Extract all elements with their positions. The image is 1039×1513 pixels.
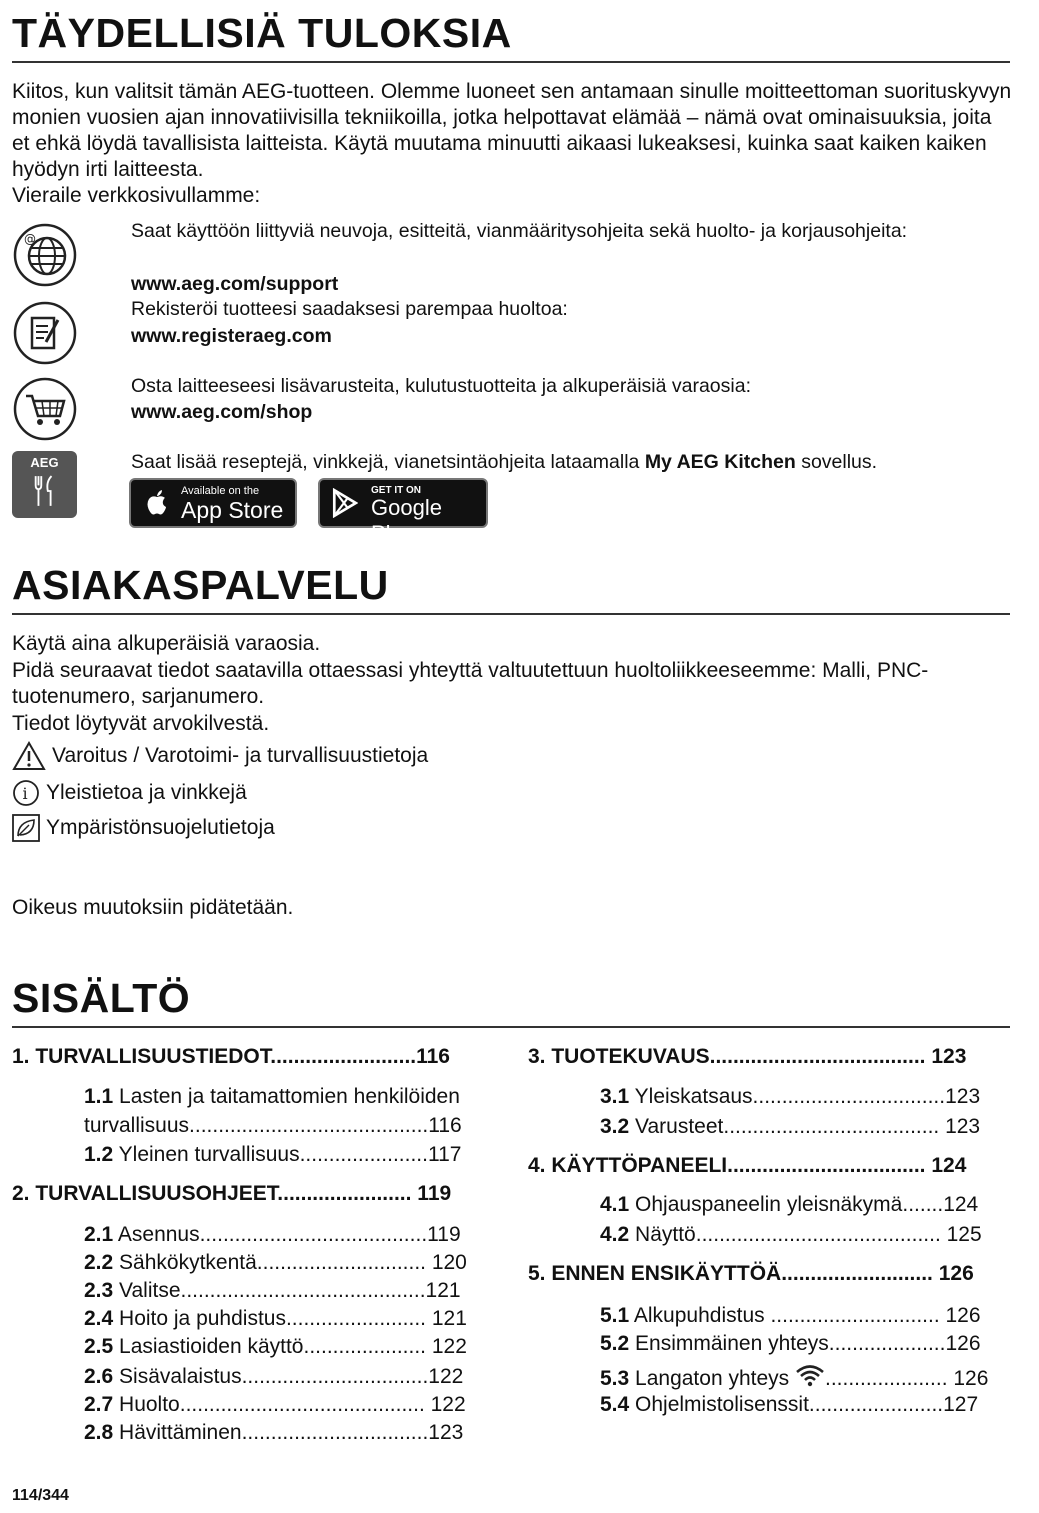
aeg-logo-text: AEG: [30, 455, 59, 470]
google-play-big-text: Google Play: [371, 495, 442, 546]
app-store-badge[interactable]: [129, 478, 297, 528]
app-name: My AEG Kitchen: [644, 451, 796, 473]
toc-item[interactable]: 4.2 Näyttö.......................................... 125: [600, 1223, 982, 1246]
app-store-small-text: Available on the: [181, 485, 260, 497]
toc-item[interactable]: turvallisuus.........................................116: [84, 1114, 462, 1137]
intro-paragraph: Kiitos, kun valitsit tämän AEG-tuotteen. Olemme luoneet sen antamaan sinulle moitteettoman suorituskyvyn monien vuosien ajan innovatiivisilla tekniikoilla, jotka helpottavat elämää – nämä ovat ominaisuuksia, joita et ehkä löydä tavallisista laitteista. Käytä muutama minuutti aikaasi lukeaksesi, kuinka saat kaiken kaiken hyödyn irti laitteesta.: [12, 80, 1012, 181]
toc-item[interactable]: 2.5 Lasiastioiden käyttö..................... 122: [84, 1335, 467, 1358]
warning-text: Varoitus / Varotoimi- ja turvallisuustietoja: [52, 744, 429, 767]
rights-reserved: Oikeus muutoksiin pidätetään.: [12, 896, 294, 919]
warning-note: [12, 741, 428, 771]
toc-item[interactable]: 5.1 Alkupuhdistus ............................. 126: [600, 1304, 981, 1327]
rating-plate-line: Tiedot löytyvät arvokilvestä.: [12, 712, 270, 735]
toc-heading-4[interactable]: 4. KÄYTTÖPANEELI.................................. 124: [528, 1154, 967, 1177]
app-text: Saat lisää reseptejä, vinkkejä, vianetsintäohjeita lataamalla My AEG Kitchen sovellus.: [131, 451, 878, 473]
visit-label: Vieraile verkkosivullamme:: [12, 184, 261, 207]
toc-item[interactable]: 2.8 Hävittäminen................................123: [84, 1421, 464, 1444]
google-play-small-text: GET IT ON: [371, 485, 421, 496]
info-text: Yleistietoa ja vinkkejä: [46, 781, 247, 804]
register-link[interactable]: www.registeraeg.com: [131, 325, 332, 347]
toc-item[interactable]: 4.1 Ohjauspaneelin yleisnäkymä.......124: [600, 1193, 979, 1216]
toc-item[interactable]: 1.2 Yleinen turvallisuus......................117: [84, 1143, 462, 1166]
shop-link[interactable]: www.aeg.com/shop: [131, 401, 313, 423]
toc-item[interactable]: 3.1 Yleiskatsaus.................................123: [600, 1085, 981, 1108]
aeg-app-icon: [12, 451, 77, 518]
section-title-contents: SISÄLTÖ: [12, 975, 191, 1021]
info-note: [12, 779, 247, 807]
toc-heading-5[interactable]: 5. ENNEN ENSIKÄYTTÖÄ.......................... 126: [528, 1262, 974, 1285]
shop-text: Osta laitteeseesi lisävarusteita, kulutustuotteita ja alkuperäisiä varaosia:: [131, 375, 751, 397]
svg-text:@: @: [24, 232, 36, 246]
divider: [12, 61, 1010, 63]
toc-item[interactable]: 5.4 Ohjelmistolisenssit.......................127: [600, 1393, 979, 1416]
support-text: Saat käyttöön liittyviä neuvoja, esitteitä, vianmääritysohjeita sekä huolto- ja korjausohjeita:: [131, 220, 908, 242]
info-icon: [12, 779, 40, 807]
shopping-cart-icon: [12, 376, 78, 442]
apple-icon: [145, 489, 169, 517]
contact-info-line: Pidä seuraavat tiedot saatavilla ottaessasi yhteyttä valtuutettuun huoltoliikkeeseemme: Malli, PNC-tuotenumero, sarjanumero.: [12, 659, 929, 708]
divider: [12, 613, 1010, 615]
section-title-customer-service: ASIAKASPALVELU: [12, 562, 389, 608]
toc-item[interactable]: 5.3 Langaton yhteys ..................... 126: [600, 1363, 988, 1393]
toc-item[interactable]: 2.6 Sisävalaistus................................122: [84, 1365, 464, 1388]
toc-item[interactable]: 2.1 Asennus.......................................119: [84, 1223, 461, 1246]
register-text: Rekisteröi tuotteesi saadaksesi parempaa huoltoa:: [131, 298, 568, 320]
svg-text:i: i: [22, 784, 28, 803]
toc-item[interactable]: 2.2 Sähkökytkentä............................. 120: [84, 1251, 467, 1274]
globe-icon: [12, 222, 78, 288]
environment-text: Ympäristönsuojelutietoja: [46, 816, 275, 839]
warning-icon: [12, 741, 46, 771]
divider: [12, 1026, 1010, 1028]
toc-item[interactable]: 3.2 Varusteet..................................... 123: [600, 1115, 981, 1138]
toc-item[interactable]: 2.4 Hoito ja puhdistus........................ 121: [84, 1307, 467, 1330]
page-title: TÄYDELLISIÄ TULOKSIA: [12, 10, 512, 56]
register-icon: [12, 300, 78, 366]
leaf-icon: [12, 814, 40, 842]
toc-heading-2[interactable]: 2. TURVALLISUUSOHJEET....................... 119: [12, 1182, 452, 1205]
cutlery-icon: [31, 473, 59, 509]
support-link[interactable]: www.aeg.com/support: [131, 273, 339, 295]
toc-item[interactable]: 2.7 Huolto.......................................... 122: [84, 1393, 466, 1416]
google-play-icon: [332, 488, 358, 518]
page-number: 114/344: [12, 1487, 69, 1504]
toc-item[interactable]: 1.1 Lasten ja taitamattomien henkilöiden: [84, 1085, 460, 1108]
wifi-icon: [795, 1363, 825, 1387]
toc-heading-3[interactable]: 3. TUOTEKUVAUS..................................... 123: [528, 1045, 967, 1068]
toc-heading-1[interactable]: 1. TURVALLISUUSTIEDOT.........................116: [12, 1045, 450, 1068]
toc-item[interactable]: 2.3 Valitse..........................................121: [84, 1279, 461, 1302]
environment-note: [12, 814, 275, 842]
spare-parts-line: Käytä aina alkuperäisiä varaosia.: [12, 632, 321, 655]
app-store-big-text: App Store: [181, 497, 284, 523]
toc-item[interactable]: 5.2 Ensimmäinen yhteys....................126: [600, 1332, 981, 1355]
google-play-badge[interactable]: [318, 478, 488, 546]
